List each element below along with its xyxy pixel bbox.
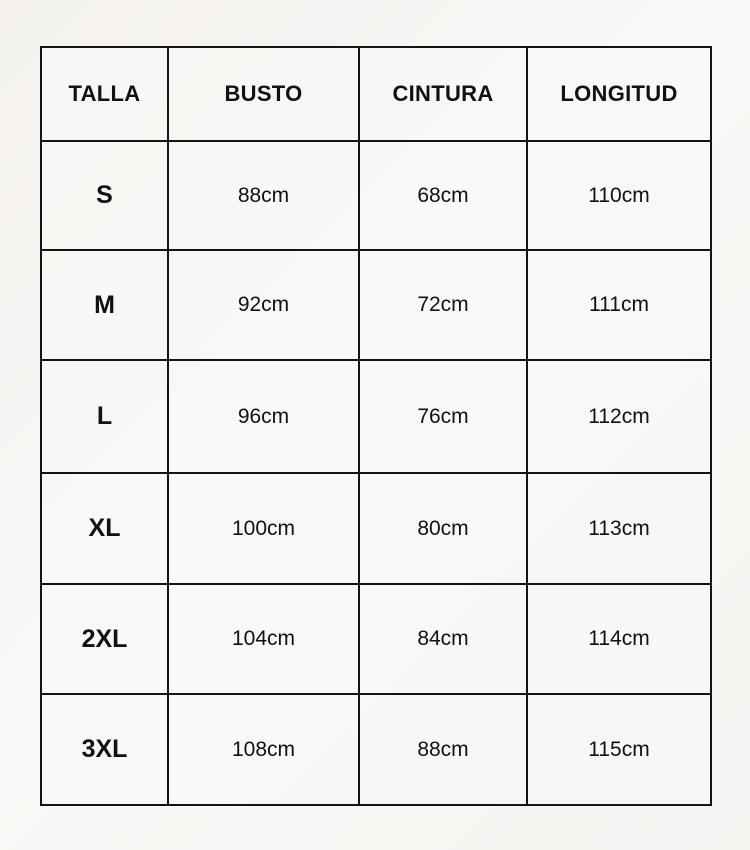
size-cell: S — [41, 141, 168, 250]
size-cell: XL — [41, 473, 168, 584]
size-cell: M — [41, 250, 168, 360]
bust-cell: 104cm — [168, 584, 359, 694]
length-cell: 115cm — [527, 694, 711, 805]
header-size: TALLA — [41, 47, 168, 141]
length-cell: 110cm — [527, 141, 711, 250]
bust-cell: 100cm — [168, 473, 359, 584]
waist-cell: 72cm — [359, 250, 527, 360]
header-waist: CINTURA — [359, 47, 527, 141]
bust-cell: 88cm — [168, 141, 359, 250]
table-header-row — [41, 47, 711, 141]
length-cell: 111cm — [527, 250, 711, 360]
size-cell: 2XL — [41, 584, 168, 694]
waist-cell: 80cm — [359, 473, 527, 584]
table-row — [41, 141, 711, 250]
table-row — [41, 694, 711, 805]
header-length: LONGITUD — [527, 47, 711, 141]
bust-cell: 96cm — [168, 360, 359, 473]
size-cell: 3XL — [41, 694, 168, 805]
size-cell: L — [41, 360, 168, 473]
bust-cell: 108cm — [168, 694, 359, 805]
size-chart-table — [40, 46, 712, 806]
length-cell: 114cm — [527, 584, 711, 694]
table-row — [41, 473, 711, 584]
waist-cell: 76cm — [359, 360, 527, 473]
waist-cell: 84cm — [359, 584, 527, 694]
bust-cell: 92cm — [168, 250, 359, 360]
length-cell: 112cm — [527, 360, 711, 473]
waist-cell: 68cm — [359, 141, 527, 250]
table-row — [41, 360, 711, 473]
header-bust: BUSTO — [168, 47, 359, 141]
length-cell: 113cm — [527, 473, 711, 584]
waist-cell: 88cm — [359, 694, 527, 805]
table-row — [41, 584, 711, 694]
table-row — [41, 250, 711, 360]
